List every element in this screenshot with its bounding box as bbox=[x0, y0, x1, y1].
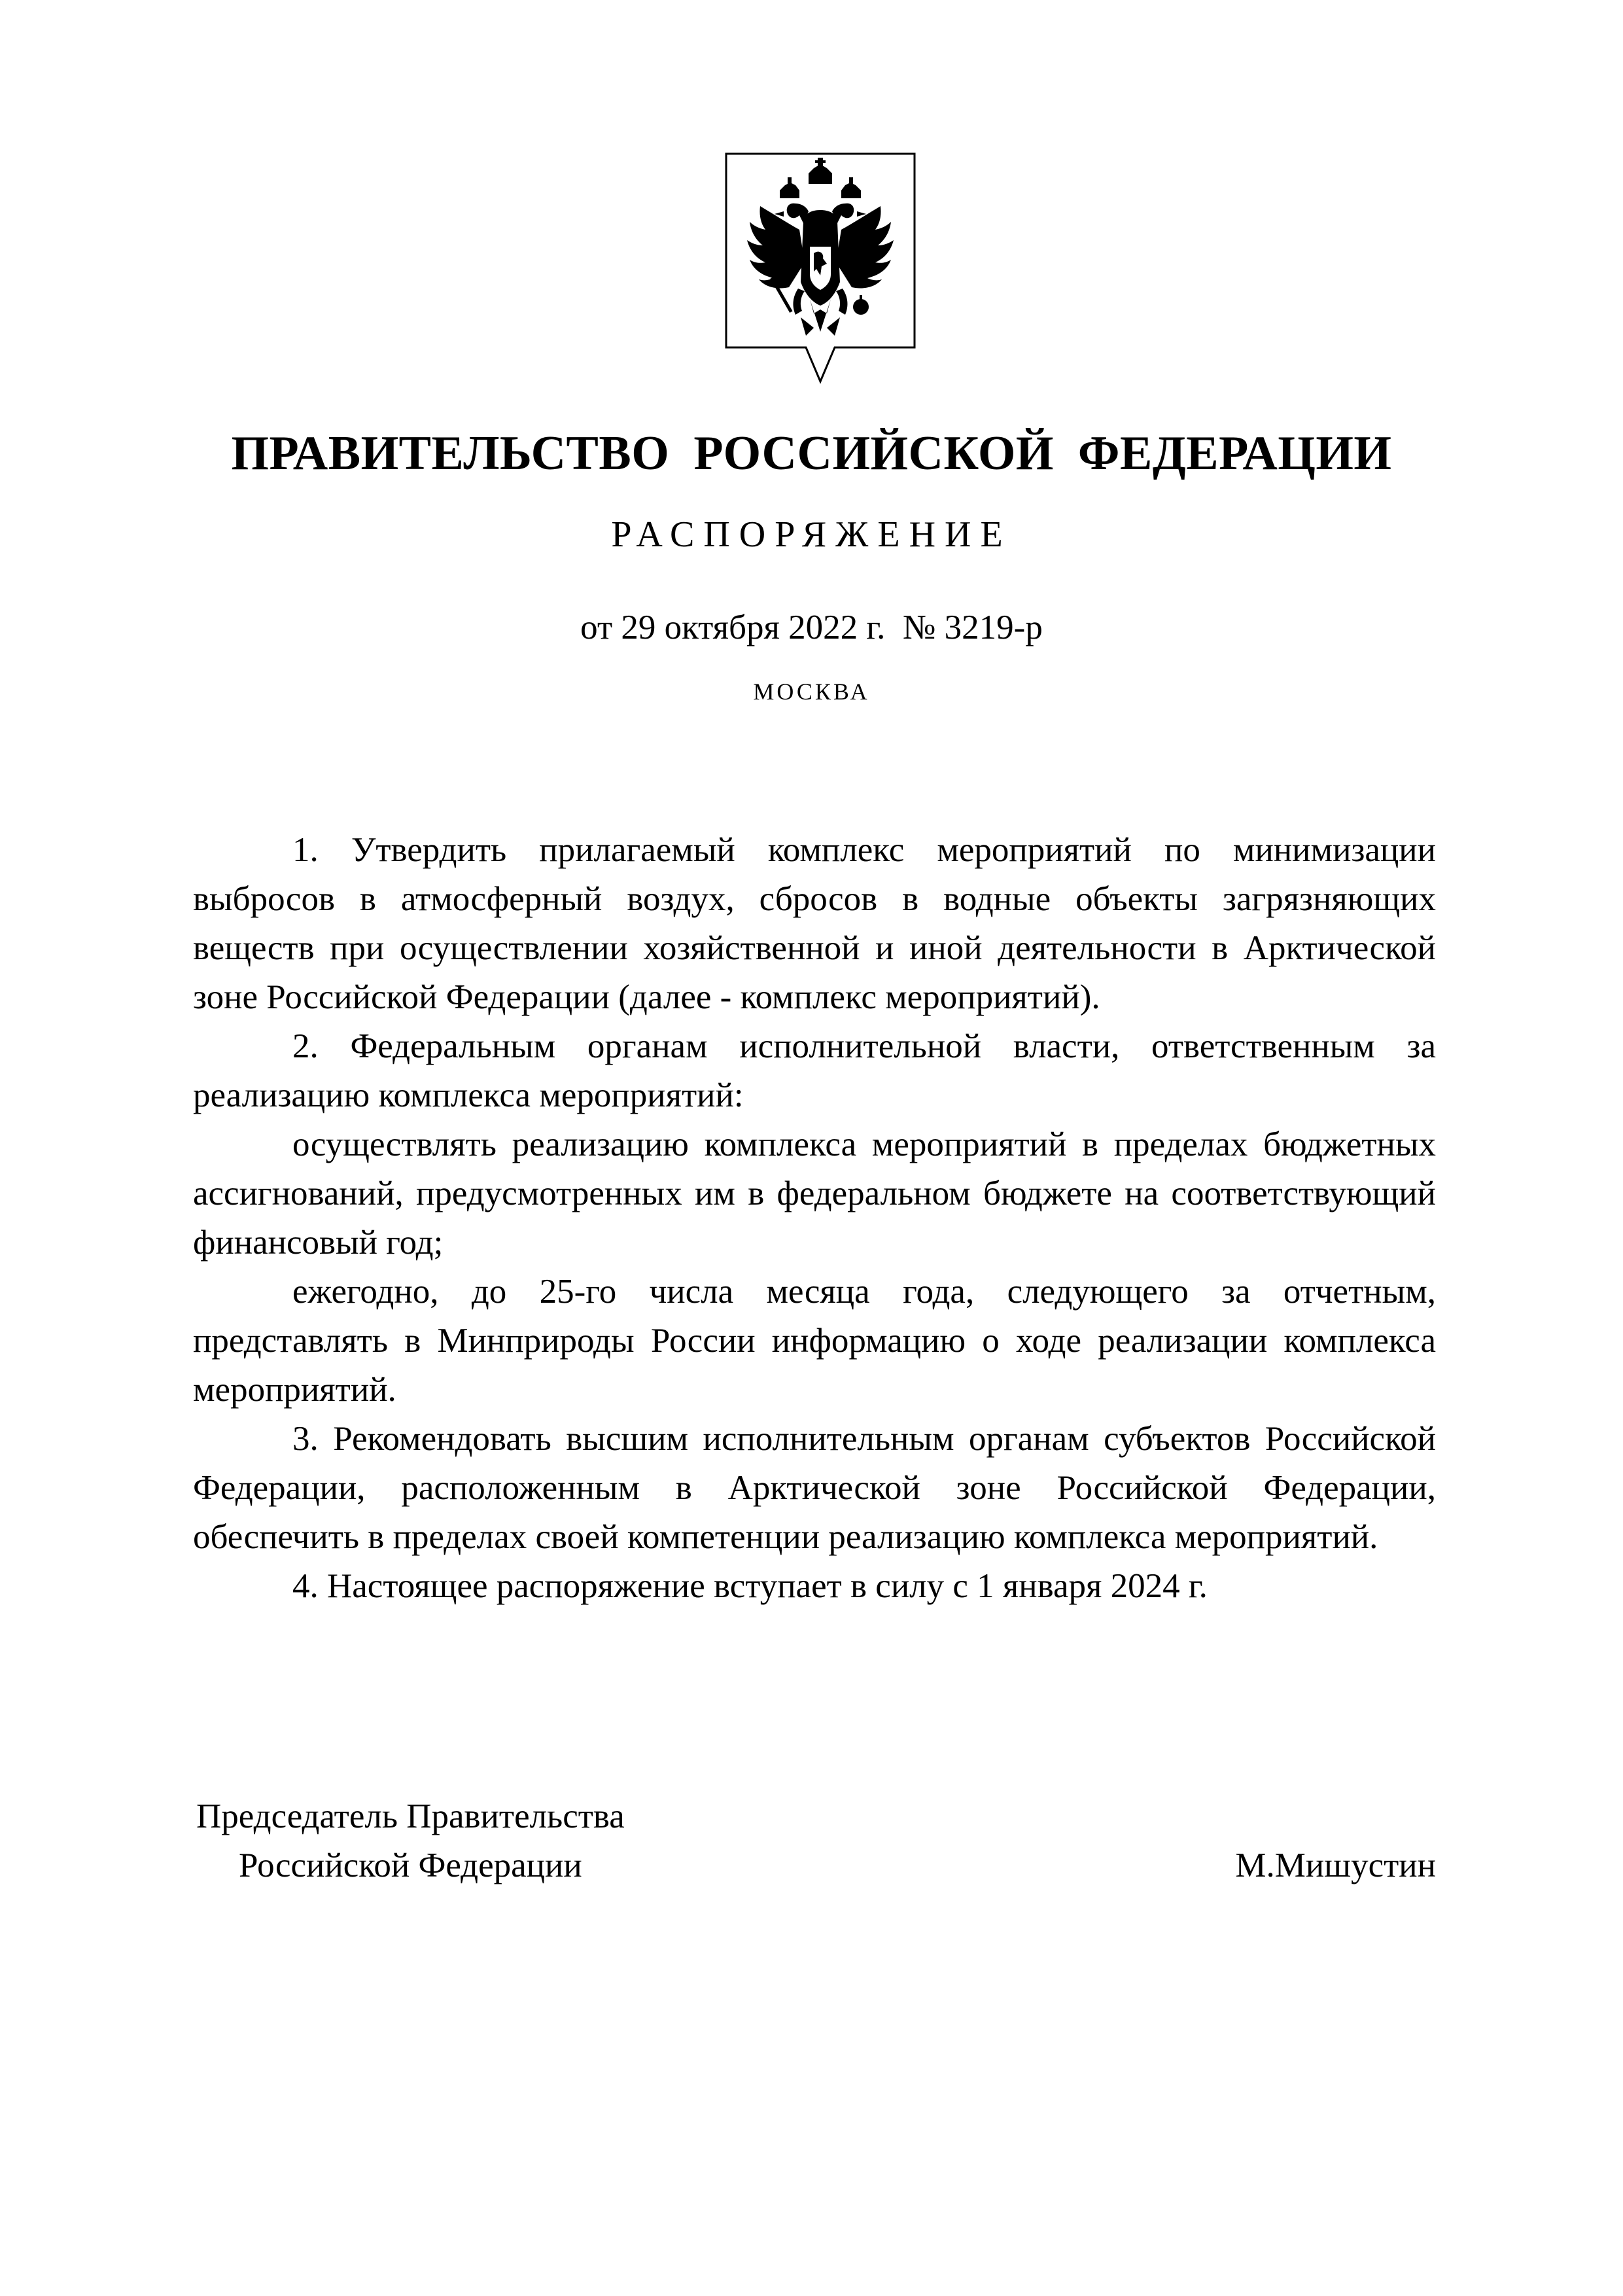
document-city: МОСКВА bbox=[753, 679, 870, 705]
signer-position-line-2: Российской Федерации bbox=[239, 1846, 582, 1884]
document-date-number: от 29 октября 2022 г. № 3219-р bbox=[580, 609, 1043, 646]
signer-name: М.Мишустин bbox=[1235, 1846, 1436, 1884]
paragraph-3: 3. Рекомендовать высшим исполнительным органам субъектов Российской Федерации, расположенным в Арктической зоне Российской Федерации, обеспечить в пределах своей компетенции реализацию комплекса мероприятий. bbox=[193, 1420, 1436, 1556]
paragraph-2-item-1: осуществлять реализацию комплекса мероприятий в пределах бюджетных ассигнований, предусмотренных им в федеральном бюджете на соответствующий финансовый год; bbox=[193, 1125, 1436, 1262]
russian-coat-of-arms-icon bbox=[722, 151, 918, 387]
paragraph-4: 4. Настоящее распоряжение вступает в силу с 1 января 2024 г. bbox=[292, 1567, 1208, 1605]
signer-position bbox=[196, 1792, 625, 1890]
signer-position-line-1: Председатель Правительства bbox=[196, 1797, 625, 1835]
document-type: РАСПОРЯЖЕНИЕ bbox=[611, 514, 1012, 555]
paragraph-2-item-2: ежегодно, до 25-го числа месяца года, следующего за отчетным, представлять в Минприроды России информацию о ходе реализации комплекса мероприятий. bbox=[193, 1273, 1436, 1409]
paragraph-1: 1. Утвердить прилагаемый комплекс мероприятий по минимизации выбросов в атмосферный воздух, сбросов в водные объекты загрязняющих веществ при осуществлении хозяйственной и иной деятельности в Арктической зоне Российской Федерации (далее - комплекс мероприятий). bbox=[193, 831, 1436, 1016]
paragraph-2: 2. Федеральным органам исполнительной власти, ответственным за реализацию комплекса мероприятий: bbox=[193, 1027, 1436, 1114]
document-body bbox=[193, 826, 1436, 1611]
organization-title: ПРАВИТЕЛЬСТВО РОССИЙСКОЙ ФЕДЕРАЦИИ bbox=[231, 427, 1392, 480]
